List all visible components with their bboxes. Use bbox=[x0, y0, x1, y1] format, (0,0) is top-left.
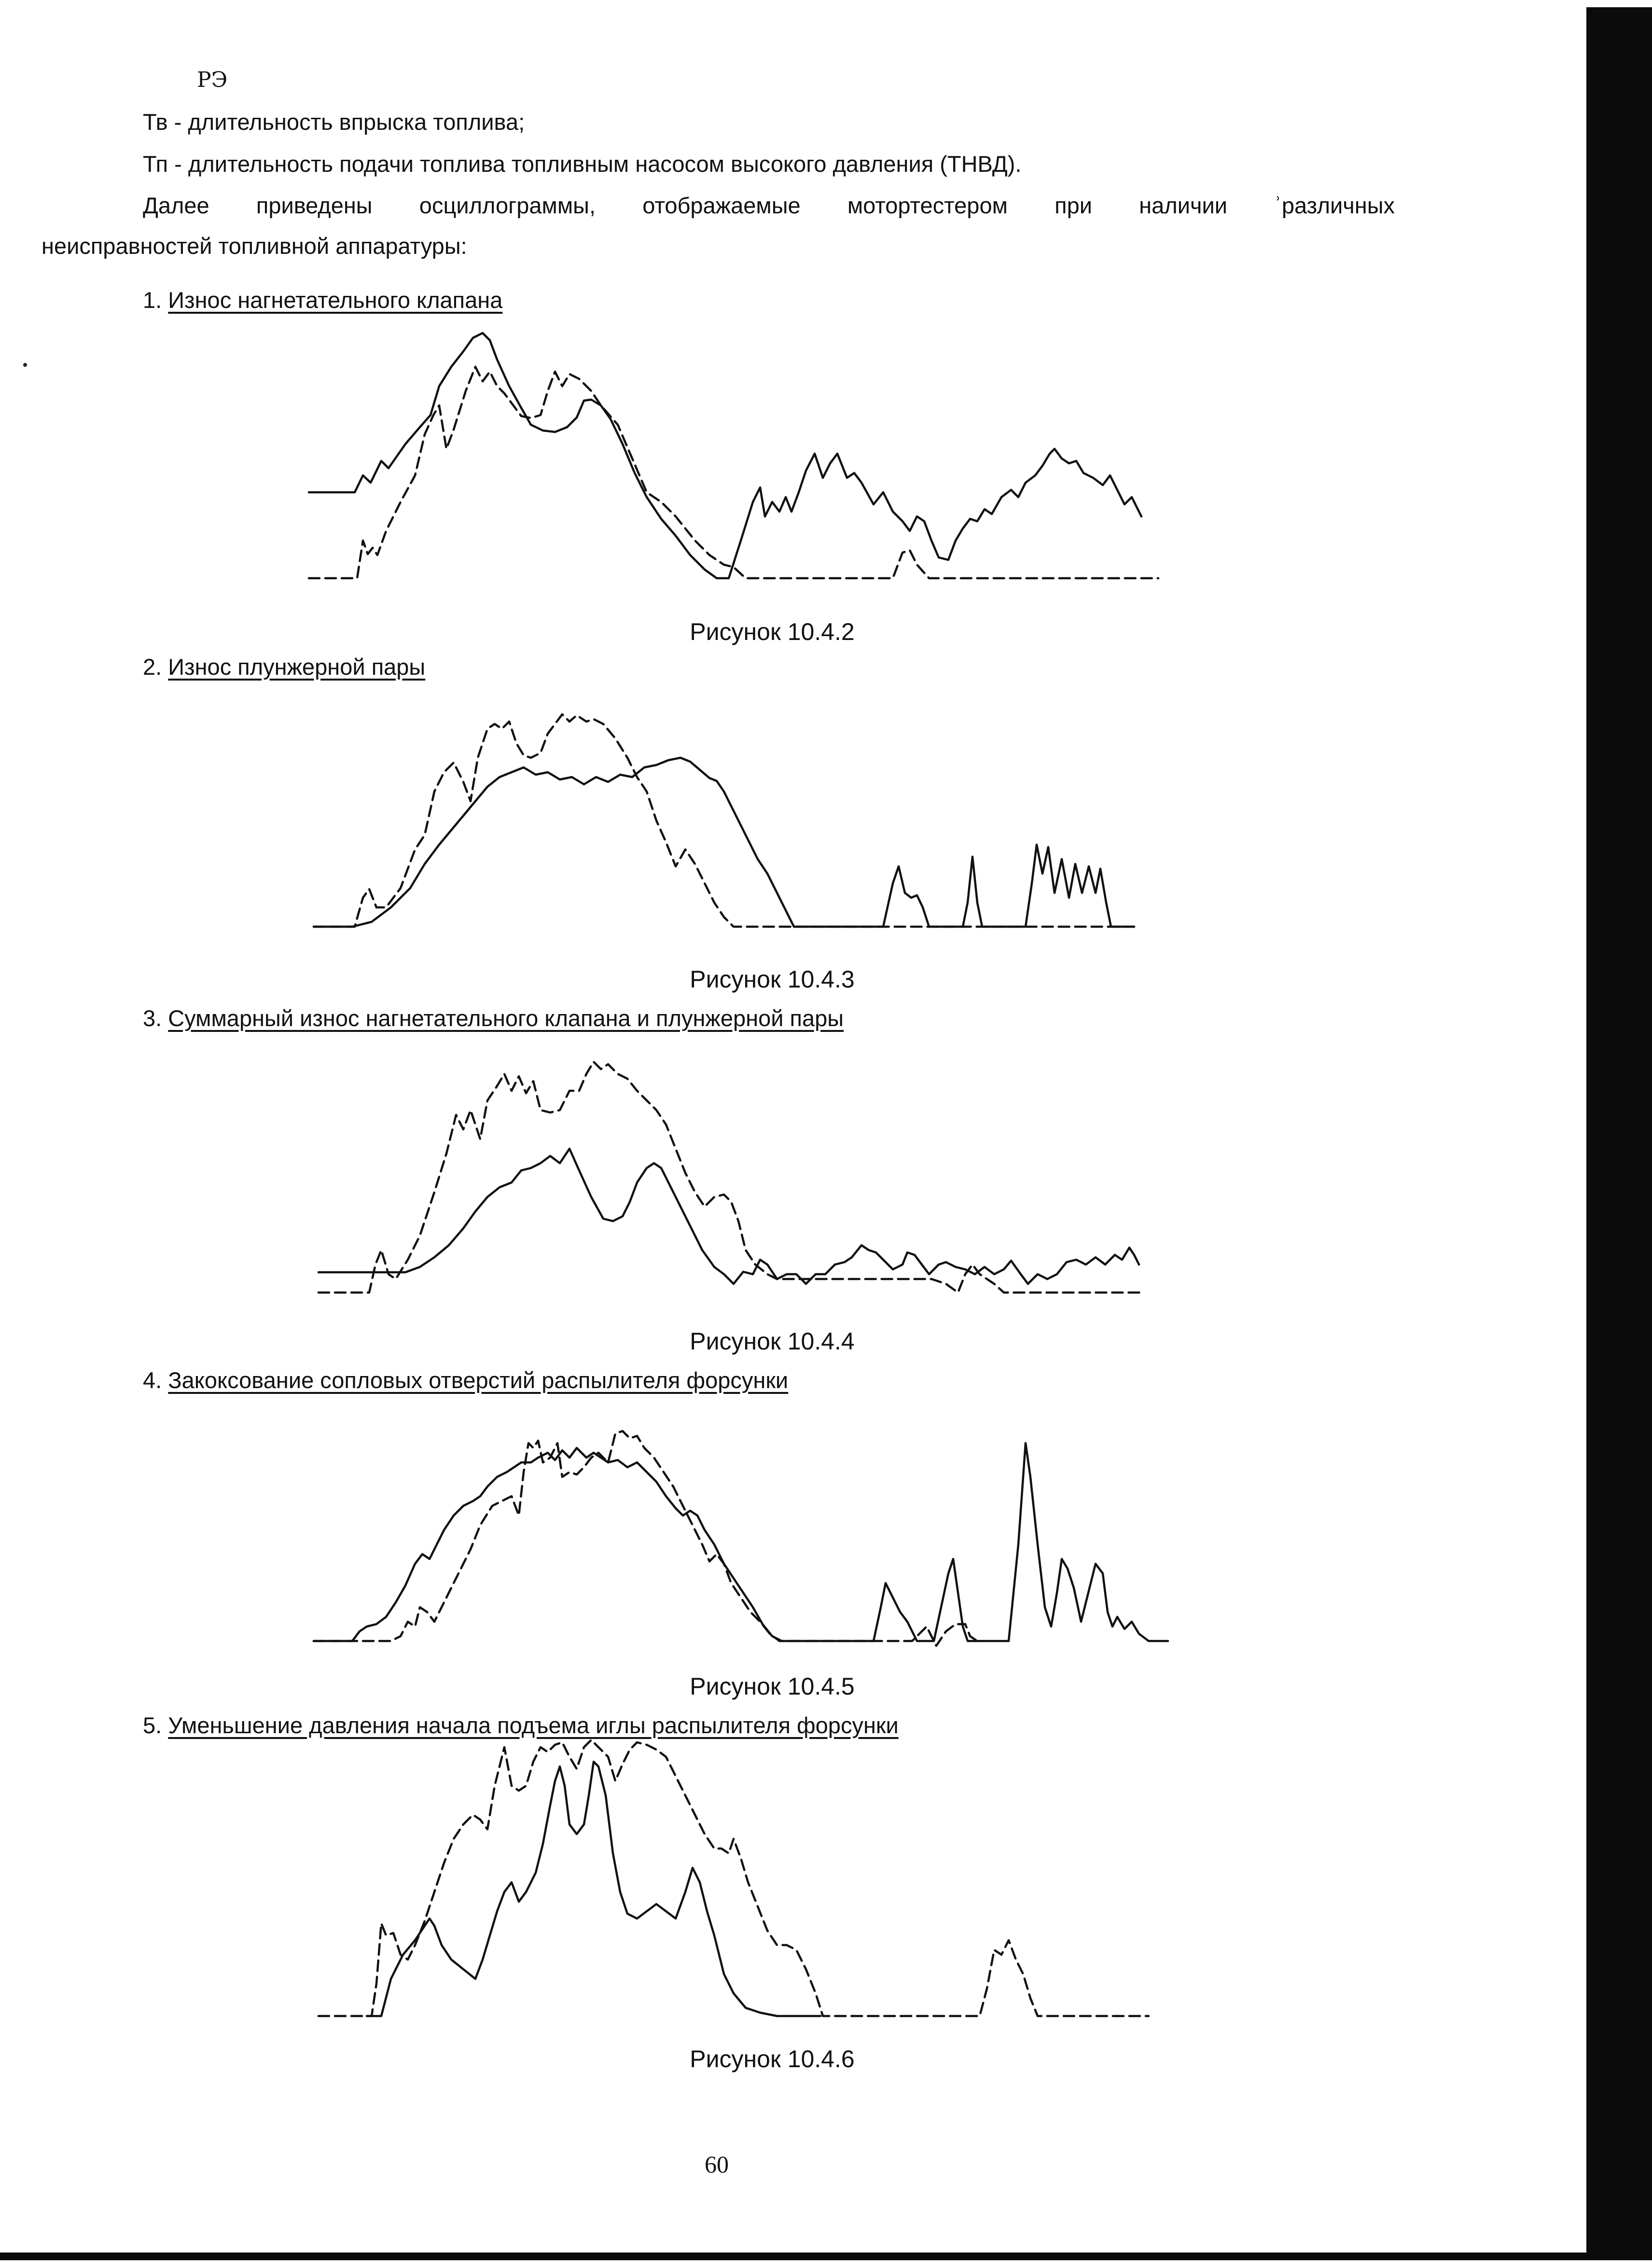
figure-caption: Рисунок 10.4.5 bbox=[690, 1673, 855, 1700]
figure-caption: Рисунок 10.4.6 bbox=[690, 2045, 855, 2072]
page-number: 60 bbox=[705, 2151, 729, 2178]
injection-trace bbox=[319, 1740, 1149, 2016]
section-number: 1. bbox=[143, 287, 162, 313]
intro-line-2: неисправностей топливной аппаратуры: bbox=[42, 233, 467, 259]
section-title: Уменьшение давления начала подъема иглы распылителя форсунки bbox=[168, 1712, 899, 1738]
figure-caption: Рисунок 10.4.4 bbox=[690, 1328, 855, 1355]
definition-tp: Тп - длительность подачи топлива топливным насосом высокого давления (ТНВД). bbox=[143, 151, 1022, 177]
section-number: 2. bbox=[143, 654, 162, 680]
definition-tv: Тв - длительность впрыска топлива; bbox=[143, 109, 525, 135]
intro-line-1: Далее приведены осциллограммы, отображаемые мотортестером при наличии ʾразличных bbox=[143, 193, 1395, 218]
section-number: 3. bbox=[143, 1005, 162, 1031]
section-number: 4. bbox=[143, 1367, 162, 1393]
section-title: Суммарный износ нагнетательного клапана и плунжерной пары bbox=[168, 1005, 844, 1031]
section-number: 5. bbox=[143, 1712, 162, 1738]
section-title: Износ нагнетательного клапана bbox=[168, 287, 503, 313]
section-title: Закоксование сопловых отверстий распылителя форсунки bbox=[168, 1367, 789, 1393]
section-title: Износ плунжерной пары bbox=[168, 654, 426, 680]
figure-caption: Рисунок 10.4.3 bbox=[690, 966, 855, 993]
figure-caption: Рисунок 10.4.2 bbox=[690, 618, 855, 645]
document-header: РЭ bbox=[197, 68, 228, 92]
pressure-trace bbox=[367, 1762, 820, 2016]
